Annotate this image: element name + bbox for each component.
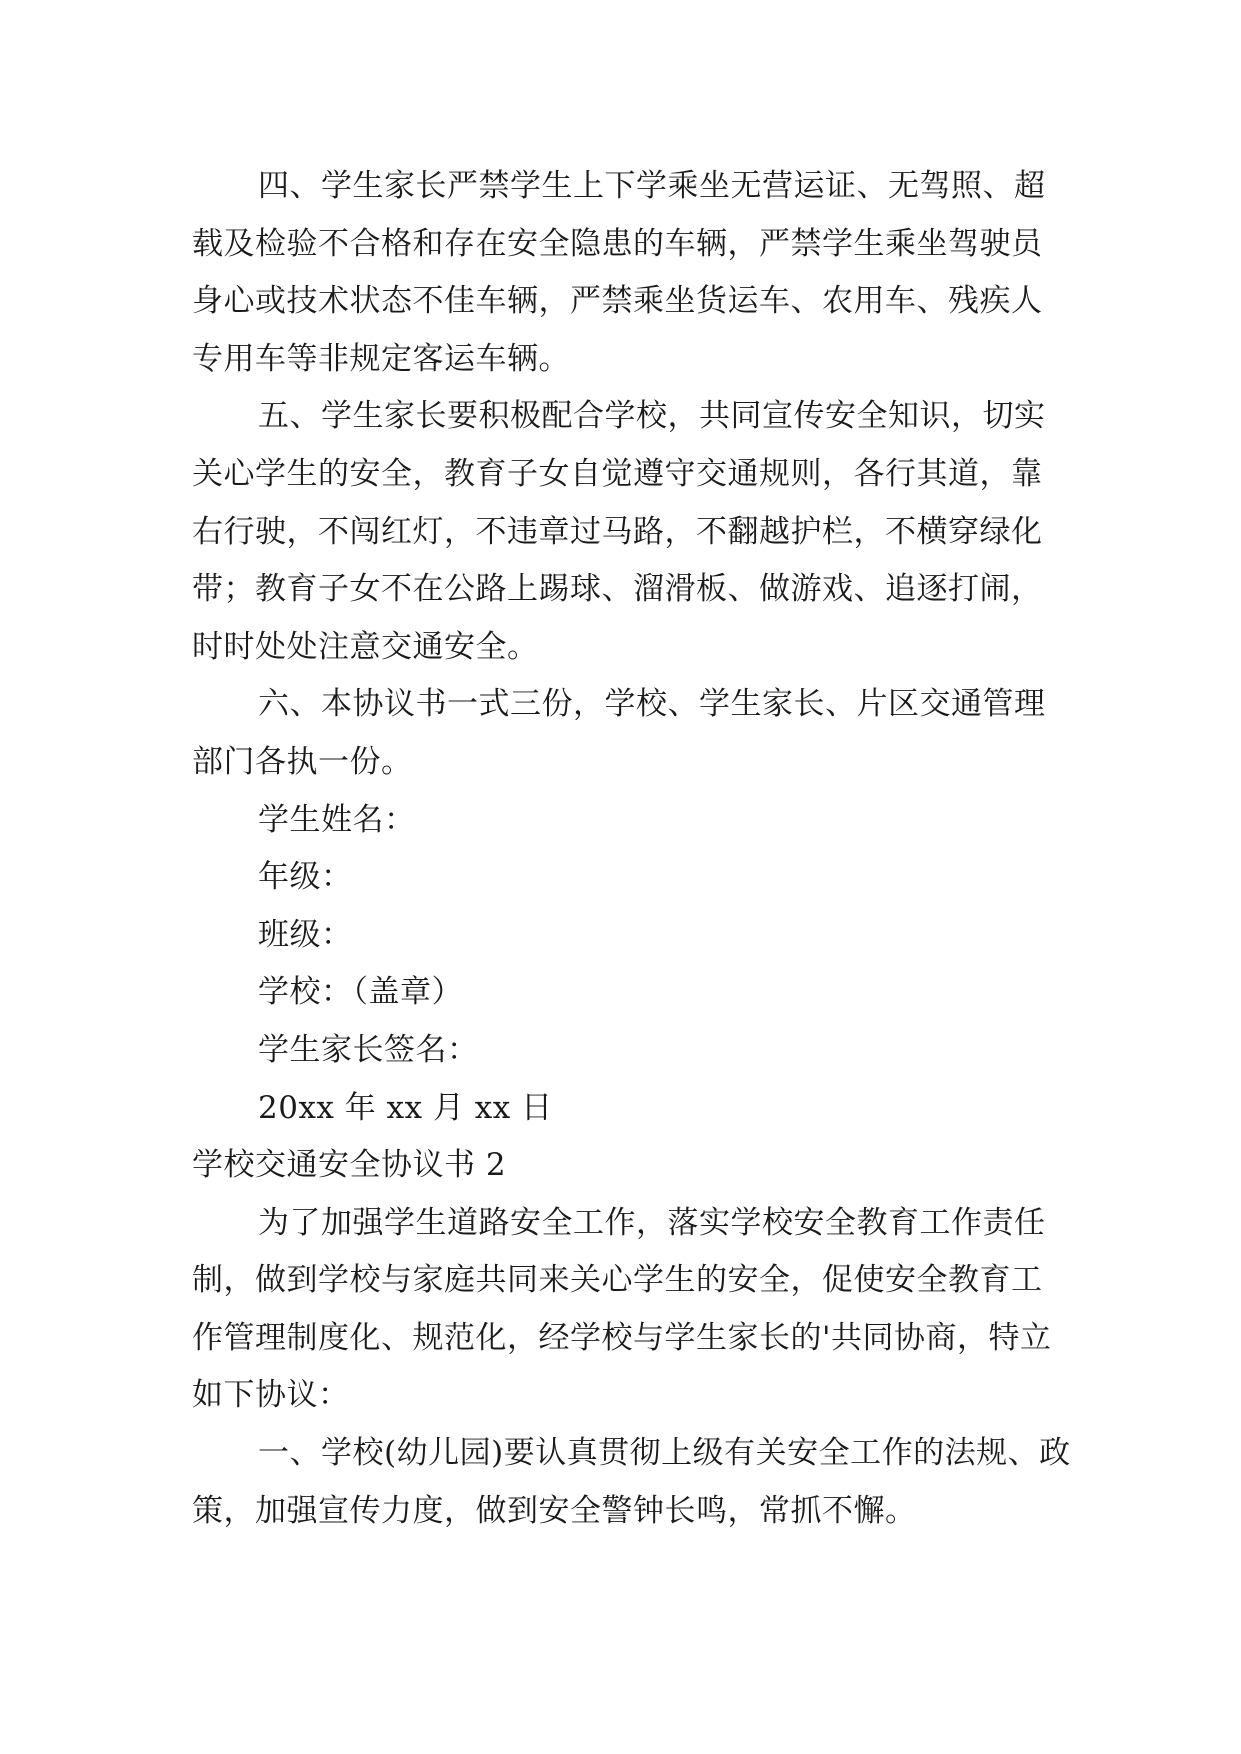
- agreement-intro-paragraph: 为了加强学生道路安全工作，落实学校安全教育工作责任制，做到学校与家庭共同来关心学生的安全，促使安全教育工作管理制度化、规范化，经学校与学生家长的'共同协商，特立如下协议：: [192, 1204, 1052, 1414]
- date-field: 20xx 年 xx 月 xx 日: [258, 1089, 553, 1126]
- class-field: 班级：: [258, 916, 353, 953]
- school-seal-field: 学校：（盖章）: [258, 974, 463, 1011]
- grade-field: 年级：: [258, 859, 353, 896]
- section-title: 学校交通安全协议书 2: [192, 1147, 507, 1184]
- clause-six-paragraph: 六、本协议书一式三份，学校、学生家长、片区交通管理部门各执一份。: [192, 686, 1046, 780]
- student-name-field: 学生姓名：: [258, 801, 416, 838]
- clause-four-paragraph: 四、学生家长严禁学生上下学乘坐无营运证、无驾照、超载及检验不合格和存在安全隐患的车辆，严禁学生乘坐驾驶员身心或技术状态不佳车辆，严禁乘坐货运车、农用车、残疾人专用车等非规定客运车辆。: [192, 168, 1046, 377]
- document-body: [192, 158, 1072, 1540]
- clause-one-paragraph: 一、学校(幼儿园)要认真贯彻上级有关安全工作的法规、政策，加强宣传力度，做到安全警钟长鸣，常抓不懈。: [192, 1435, 1071, 1529]
- clause-five-paragraph: 五、学生家长要积极配合学校，共同宣传安全知识，切实关心学生的安全，教育子女自觉遵守交通规则，各行其道，靠右行驶，不闯红灯，不违章过马路，不翻越护栏，不横穿绿化带；教育子女不在公路上踢球、溜滑板、做游戏、追逐打闹，时时处处注意交通安全。: [192, 398, 1046, 665]
- parent-signature-field: 学生家长签名：: [258, 1031, 479, 1068]
